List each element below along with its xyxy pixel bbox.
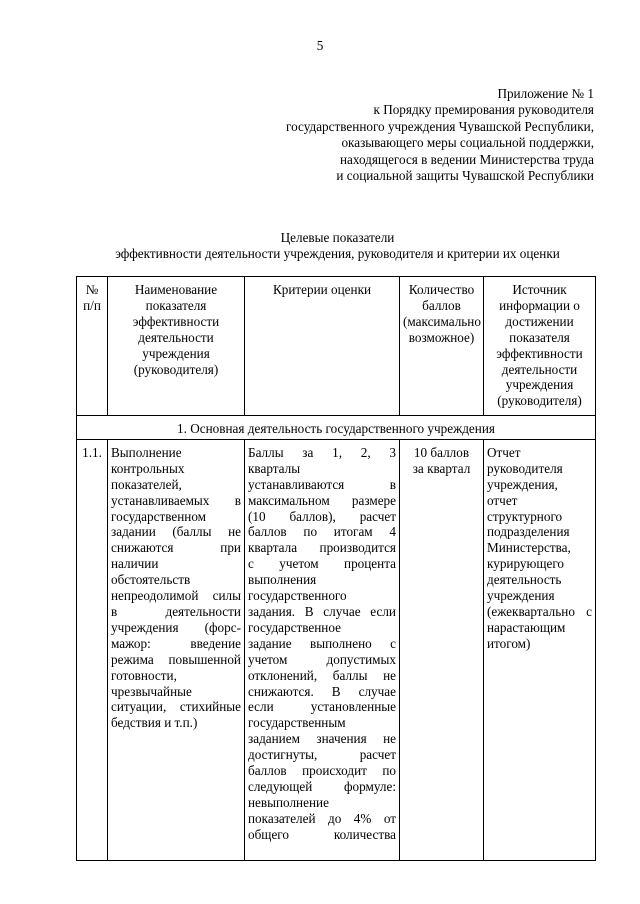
cell-line: государственное [248, 619, 341, 635]
header-source [484, 277, 596, 416]
cell-line: максимальном размере [248, 492, 396, 508]
appendix-line: оказывающего меры социальной поддержки, [341, 135, 594, 151]
header-criteria [245, 277, 400, 416]
cell-line: квартала производится [248, 540, 396, 556]
header-line: достижении [505, 313, 574, 329]
header-line: деятельности [138, 329, 214, 345]
header-line: Количество [408, 282, 475, 297]
cell-line: контрольных [111, 460, 185, 476]
cell-line: наличии [111, 556, 159, 572]
cell-line: структурного [487, 508, 563, 524]
cell-line: учреждения (форс- [111, 619, 241, 635]
header-line: информации о [499, 297, 580, 313]
table-header-row [77, 277, 596, 416]
row-number: 1.1. [77, 439, 108, 860]
cell-line: снижаются при [111, 540, 241, 556]
header-line: (максимально [403, 313, 481, 329]
header-line: деятельности [501, 361, 578, 377]
source-cell [484, 439, 596, 860]
header-line: показателя [145, 297, 207, 313]
cell-line: обстоятельств [111, 572, 191, 588]
cell-line: режима повышенной [111, 651, 241, 667]
cell-line: устанавливаемых в [111, 492, 241, 508]
header-points [400, 277, 484, 416]
indicators-table [76, 276, 596, 861]
title-line-2: эффективности деятельности учреждения, руководителя и критерии их оценки [115, 246, 560, 262]
cell-line: учреждения, [487, 476, 558, 492]
cell-line: в деятельности [111, 603, 241, 619]
header-line: (руководителя) [133, 361, 219, 377]
cell-line: за квартал [412, 460, 471, 476]
header-line: эффективности [496, 345, 583, 361]
header-line: возможное) [408, 329, 475, 345]
appendix-line: и социальной защиты Чувашской Республики [336, 168, 594, 184]
cell-line: Выполнение [111, 444, 182, 460]
header-line: п/п [83, 297, 101, 313]
appendix-line: государственного учреждения Чувашской Республики, [286, 118, 594, 134]
cell-line: отклонений, баллы не [248, 667, 396, 683]
cell-line: готовности, [111, 667, 177, 683]
cell-line: устанавливаются в [248, 476, 396, 492]
cell-line: непреодолимой силы [111, 588, 241, 604]
cell-line: задании (баллы не [111, 524, 241, 540]
cell-line: выполнения [248, 572, 317, 588]
cell-line: достигнуты, расчет [248, 747, 396, 763]
cell-line: (ежеквартально с [487, 603, 592, 619]
header-line: учреждения [505, 377, 574, 393]
cell-line: подразделения [487, 524, 570, 540]
cell-line: (10 баллов), расчет [248, 508, 396, 524]
header-line: Источник [512, 282, 567, 297]
cell-line: 10 баллов [413, 444, 470, 460]
indicator-cell [108, 439, 245, 860]
cell-line: задания. В случае если [248, 603, 396, 619]
cell-line: нарастающим [487, 619, 566, 635]
header-number [77, 277, 108, 416]
cell-line: следующей формуле: [248, 778, 396, 794]
cell-line: чрезвычайные [111, 683, 192, 699]
cell-line: баллов происходит по [248, 763, 396, 779]
document-title [80, 230, 595, 263]
cell-line: государственного [248, 588, 347, 604]
title-line-1: Целевые показатели [280, 230, 395, 245]
cell-line: заданием значения не [248, 731, 396, 747]
cell-line: Отчет [487, 444, 521, 460]
header-line: Критерии оценки [272, 282, 372, 297]
header-line: (руководителя) [497, 393, 582, 409]
appendix-line: к Порядку премирования руководителя [373, 102, 594, 118]
table-row [77, 439, 596, 860]
cell-line: Баллы за 1, 2, 3 [248, 444, 396, 460]
cell-line: Министерства, [487, 540, 571, 556]
header-line: показателя [509, 329, 570, 345]
cell-line: кварталы [248, 460, 301, 476]
cell-line: отчет [487, 492, 518, 508]
cell-line: учреждения [487, 588, 555, 604]
appendix-header [174, 86, 594, 184]
section-row [77, 416, 596, 440]
cell-line: государственном [111, 508, 207, 524]
header-line: Наименование [134, 282, 218, 297]
header-line: эффективности [132, 313, 220, 329]
cell-line: если установленные [248, 699, 396, 715]
cell-line: ситуации, стихийные [111, 699, 241, 715]
points-cell [400, 439, 484, 860]
header-line: учреждения [142, 345, 210, 361]
cell-line: с учетом процента [248, 556, 396, 572]
cell-line: курирующего [487, 556, 565, 572]
section-title: 1. Основная деятельность государственного учреждения [77, 416, 596, 440]
appendix-line: Приложение № 1 [497, 86, 594, 101]
page-number: 5 [316, 38, 324, 53]
cell-line: баллов по итогам 4 [248, 524, 396, 540]
cell-line: показателей, [111, 476, 182, 492]
cell-line: задание выполнено с [248, 635, 396, 651]
criteria-cell [245, 439, 400, 860]
cell-line: мажор: введение [111, 635, 241, 651]
cell-line: снижаются. В случае [248, 683, 396, 699]
header-line: баллов [422, 297, 461, 313]
cell-line: учетом допустимых [248, 651, 396, 667]
appendix-line: находящегося в ведении Министерства труда [339, 151, 594, 167]
cell-line: итогом) [487, 635, 531, 651]
header-indicator-name [108, 277, 245, 416]
header-line: № [85, 282, 99, 297]
cell-line: невыполнение [248, 794, 329, 810]
cell-line: государственным [248, 715, 346, 731]
cell-line: деятельность [487, 572, 562, 588]
cell-line: руководителя [487, 460, 563, 476]
cell-line: бедствия и т.п.) [111, 715, 198, 731]
cell-line: общего количества [248, 826, 396, 842]
cell-line: показателей до 4% от [248, 810, 396, 826]
